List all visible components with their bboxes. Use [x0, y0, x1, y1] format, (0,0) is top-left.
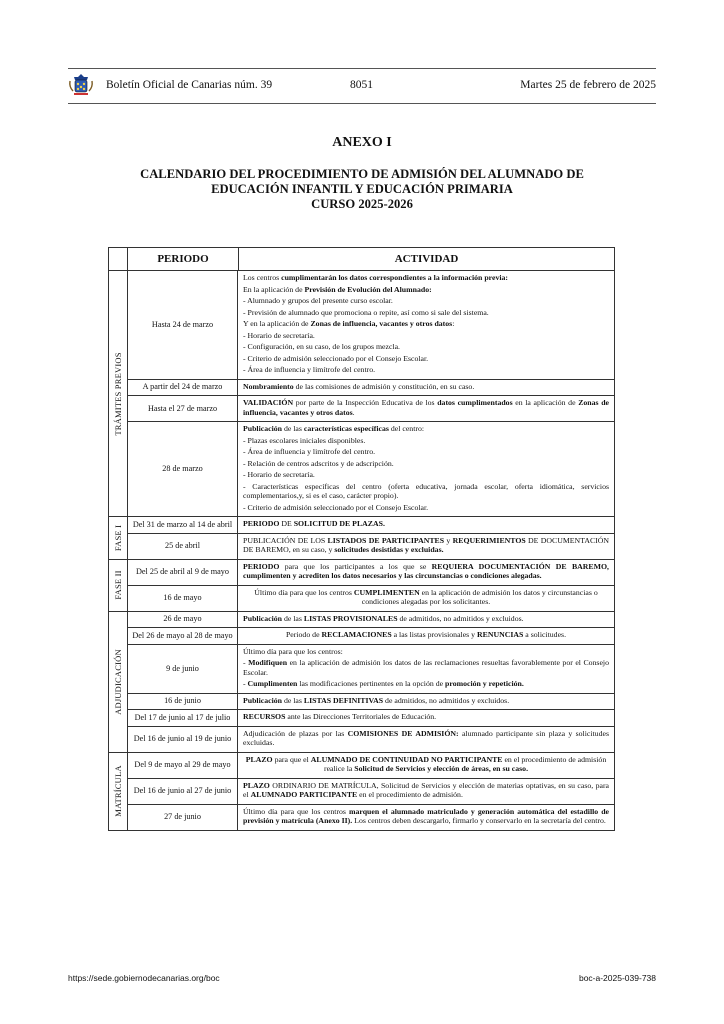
group-label: [109, 753, 128, 830]
periodo-cell: Del 31 de marzo al 14 de abril: [128, 517, 238, 533]
table-row: [128, 517, 614, 534]
calendar-table: [108, 247, 615, 831]
document-title: [120, 167, 604, 212]
actividad-line: PLAZO para que el ALUMNADO DE CONTINUIDAD NO PARTICIPANTE en el procedimiento de admisión realice la Solicitud de Servicios y elección de áreas, en su caso.: [245, 754, 607, 773]
actividad-line: PERIODO DE SOLICITUD DE PLAZAS.: [243, 519, 385, 528]
actividad-line: Último día para que los centros marquen el alumnado matriculado y generación automática del estadillo de previsión y matrícula (Anexo II). Los centros deben descargarlo, firmarlo y conservarlo en la secretaría del centro.: [243, 806, 609, 825]
periodo-cell: Del 26 de mayo al 28 de mayo: [128, 628, 238, 644]
table-row: [128, 753, 614, 779]
periodo-cell: Del 17 de junio al 17 de julio: [128, 710, 238, 726]
actividad-cell: [238, 422, 614, 516]
periodo-cell: Del 9 de mayo al 29 de mayo: [128, 753, 238, 778]
publication-date: Martes 25 de febrero de 2025: [520, 79, 656, 91]
actividad-line: - Plazas escolares iniciales disponibles.: [243, 435, 366, 445]
table-group: [109, 271, 614, 517]
periodo-cell: Hasta el 27 de marzo: [128, 396, 238, 421]
actividad-line: Y en la aplicación de Zonas de influencia, vacantes y otros datos:: [243, 319, 455, 328]
periodo-cell: 27 de junio: [128, 805, 238, 830]
actividad-cell: [238, 753, 614, 778]
actividad-cell: [238, 779, 614, 804]
actividad-line: - Previsión de alumnado que promociona o repite, así como si sale del sistema.: [243, 307, 489, 317]
actividad-line: PLAZO ORDINARIO DE MATRÍCULA, Solicitud de Servicios y elección de materias optativas, en su caso, para el ALUMNADO PARTICIPANTE en el procedimiento de admisión.: [243, 780, 609, 799]
table-row: [128, 422, 614, 516]
actividad-line: Publicación de las LISTAS DEFINITIVAS de admitidos, no admitidos y excluidos.: [243, 695, 510, 705]
periodo-cell: 28 de marzo: [128, 422, 238, 516]
actividad-line: Adjudicación de plazas por las COMISIONES DE ADMISIÓN: alumnado participante sin plaza y solicitudes excluidas.: [243, 728, 609, 747]
actividad-line: PERIODO para que los participantes a los que se REQUIERA DOCUMENTACIÓN DE BAREMO, cumplimenten y acrediten los datos necesarios y las circunstancias o condiciones alegadas.: [243, 561, 609, 580]
group-label-text: FASE II: [113, 570, 123, 600]
actividad-line: - Criterio de admisión seleccionado por el Consejo Escolar.: [243, 502, 429, 512]
actividad-line: Periodo de RECLAMACIONES a las listas provisionales y RENUNCIAS a solicitudes.: [285, 630, 567, 639]
table-row: [128, 710, 614, 727]
actividad-line: - Cumplimenten las modificaciones pertinentes en la opción de promoción y repetición.: [243, 679, 524, 688]
table-group: [109, 517, 614, 560]
actividad-line: Último día para que los centros:: [243, 646, 343, 656]
table-row: [128, 560, 614, 586]
actividad-line: VALIDACIÓN por parte de la Inspección Educativa de los datos cumplimentados en la aplicación de Zonas de influencia, vacantes y otros datos.: [243, 398, 609, 417]
table-row: [128, 727, 614, 752]
group-label-text: ADJUDICACIÓN: [113, 648, 123, 715]
actividad-line: - Horario de secretaría.: [243, 330, 315, 340]
periodo-cell: 9 de junio: [128, 645, 238, 693]
table-row: [128, 586, 614, 611]
actividad-line: Nombramiento de las comisiones de admisión y constitución, en su caso.: [243, 381, 475, 391]
periodo-cell: A partir del 24 de marzo: [128, 380, 238, 396]
actividad-line: - Horario de secretaría.: [243, 470, 315, 479]
table-group: [109, 753, 614, 830]
group-label: [109, 560, 128, 611]
periodo-cell: 16 de junio: [128, 694, 238, 710]
group-label: [109, 612, 128, 752]
actividad-line: - Área de influencia y limítrofe del centro.: [243, 447, 376, 456]
table-row: [128, 779, 614, 805]
actividad-cell: [238, 534, 614, 559]
actividad-line: Publicación de las características específicas del centro:: [243, 424, 425, 433]
publication-name: Boletín Oficial de Canarias núm. 39: [106, 79, 273, 91]
footer-code: boc-a-2025-039-738: [578, 973, 656, 983]
actividad-line: Los centros cumplimentarán los datos correspondientes a la información previa:: [243, 273, 509, 282]
actividad-cell: [238, 805, 614, 830]
column-header-actividad: ACTIVIDAD: [394, 253, 459, 265]
page-header: [68, 68, 656, 104]
actividad-line: - Criterio de admisión seleccionado por el Consejo Escolar.: [243, 353, 429, 363]
table-row: [128, 628, 614, 645]
table-row: [128, 805, 614, 830]
actividad-cell: [238, 271, 614, 379]
actividad-cell: [238, 628, 614, 644]
table-row: [128, 534, 614, 559]
periodo-cell: Del 25 de abril al 9 de mayo: [128, 560, 238, 585]
actividad-cell: [238, 710, 614, 726]
title-line-3: CURSO 2025-2026: [311, 197, 413, 211]
table-row: [128, 612, 614, 629]
header-spacer: [109, 248, 128, 270]
table-row: [128, 396, 614, 422]
title-line-2: EDUCACIÓN INFANTIL Y EDUCACIÓN PRIMARIA: [211, 182, 513, 196]
actividad-cell: [238, 694, 614, 710]
periodo-cell: 25 de abril: [128, 534, 238, 559]
table-header: [109, 248, 614, 271]
group-label-text: MATRÍCULA: [113, 765, 123, 817]
group-label-text: FASE I: [113, 524, 123, 551]
group-label: [109, 517, 128, 559]
table-group: [109, 612, 614, 753]
actividad-cell: [238, 560, 614, 585]
actividad-line: RECURSOS ante las Direcciones Territoriales de Educación.: [243, 712, 437, 721]
actividad-cell: [238, 612, 614, 628]
actividad-line: PUBLICACIÓN DE LOS LISTADOS DE PARTICIPANTES y REQUERIMIENTOS DE DOCUMENTACIÓN DE BAREMO, en su caso, y solicitudes desistidas y excluidas.: [243, 535, 610, 554]
group-label: [109, 271, 128, 516]
table-row: [128, 645, 614, 694]
coat-of-arms-icon: [68, 73, 94, 97]
group-label-text: TRÁMITES PREVIOS: [113, 351, 123, 436]
periodo-cell: Hasta 24 de marzo: [128, 271, 238, 379]
title-line-1: CALENDARIO DEL PROCEDIMIENTO DE ADMISIÓN DEL ALUMNADO DE: [140, 167, 584, 181]
actividad-cell: [238, 396, 614, 421]
footer-url: https://sede.gobiernodecanarias.org/boc: [68, 973, 220, 983]
table-group: [109, 560, 614, 612]
actividad-line: - Modifiquen en la aplicación de admisión los datos de las reclamaciones resueltas favorablemente por el Consejo Escolar.: [243, 658, 609, 677]
actividad-line: - Alumnado y grupos del presente curso escolar.: [243, 296, 393, 305]
actividad-line: Último día para que los centros CUMPLIMENTEN en la aplicación de admisión los datos y circunstancias o condiciones alegadas por los solicitantes.: [254, 587, 598, 606]
periodo-cell: Del 16 de junio al 19 de junio: [128, 727, 238, 752]
actividad-line: - Configuración, en su caso, de los grupos mezcla.: [243, 342, 400, 351]
actividad-cell: [238, 727, 614, 752]
table-row: [128, 694, 614, 711]
page-number: 8051: [350, 79, 373, 91]
table-body: [109, 271, 614, 830]
table-row: [128, 271, 614, 380]
actividad-line: - Relación de centros adscritos y de adscripción.: [243, 458, 394, 468]
actividad-cell: [238, 380, 614, 396]
annex-heading: ANEXO I: [332, 135, 392, 150]
periodo-cell: 26 de mayo: [128, 612, 238, 628]
actividad-cell: [238, 517, 614, 533]
actividad-line: - Área de influencia y limítrofe del centro.: [243, 365, 376, 374]
actividad-cell: [238, 645, 614, 693]
periodo-cell: Del 16 de junio al 27 de junio: [128, 779, 238, 804]
actividad-line: Publicación de las LISTAS PROVISIONALES de admitidos, no admitidos y excluidos.: [243, 613, 524, 623]
actividad-cell: [238, 586, 614, 611]
table-row: [128, 380, 614, 397]
actividad-line: En la aplicación de Previsión de Evolución del Alumnado:: [243, 284, 432, 294]
column-header-periodo: PERIODO: [128, 248, 239, 270]
periodo-cell: 16 de mayo: [128, 586, 238, 611]
actividad-line: - Características específicas del centro (oferta educativa, jornada escolar, oferta idiomática, servicios complementarios,y, si es el caso, carácter propio).: [243, 481, 609, 500]
